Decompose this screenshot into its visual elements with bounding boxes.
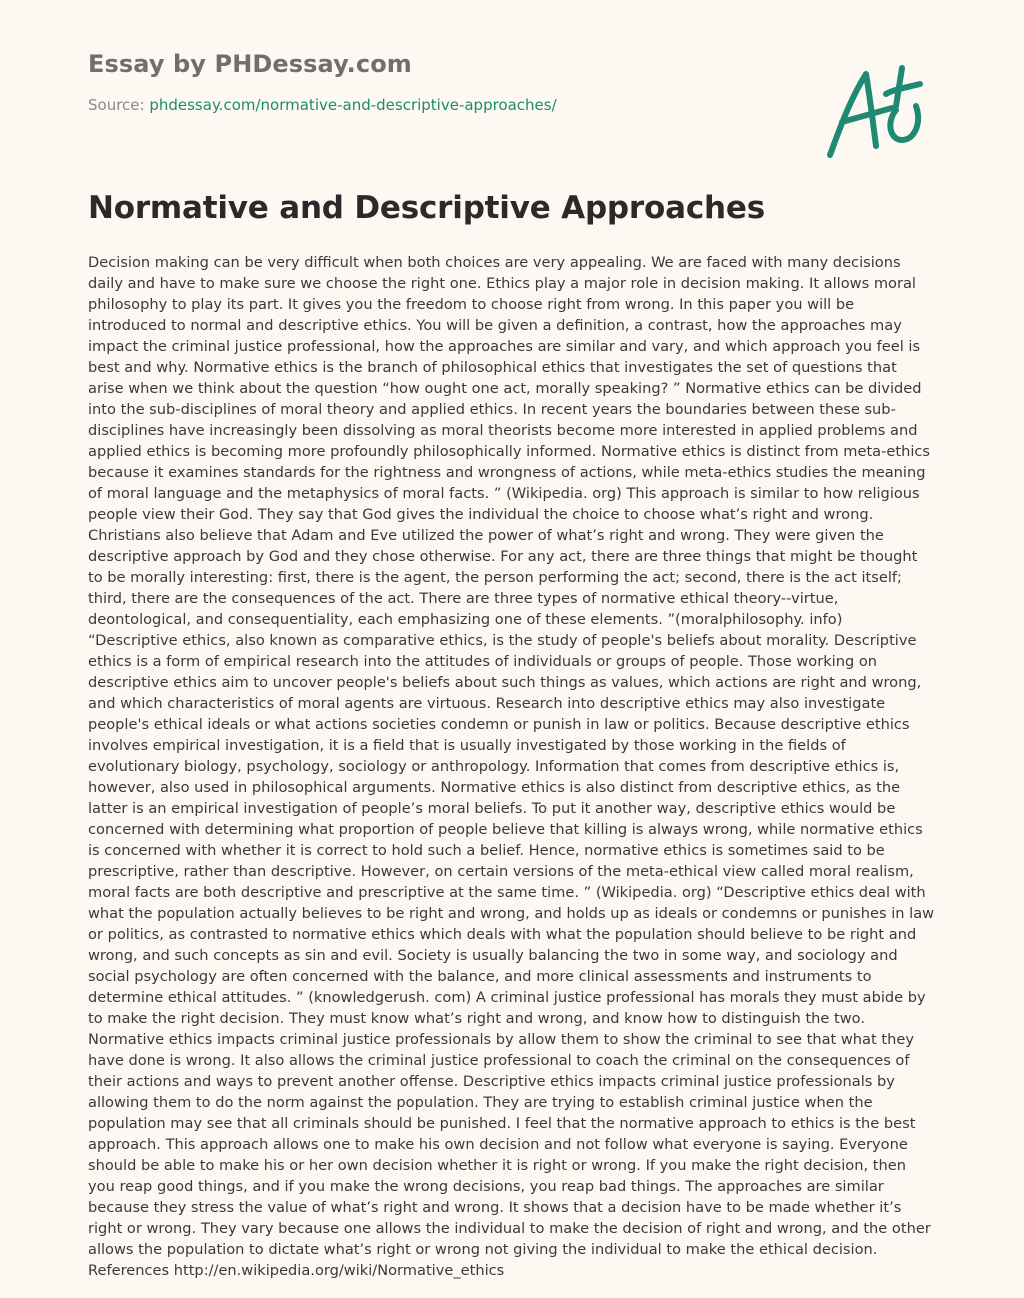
- a-plus-logo-icon: [820, 60, 930, 165]
- source-link[interactable]: phdessay.com/normative-and-descriptive-approaches/: [149, 96, 557, 114]
- source-label: Source:: [88, 96, 150, 114]
- source-line: [88, 96, 557, 114]
- site-title: Essay by PHDessay.com: [88, 50, 412, 78]
- site-header: [88, 50, 557, 114]
- document-title: Normative and Descriptive Approaches: [88, 190, 765, 226]
- essay-body: Decision making can be very difficult when both choices are very appealing. We are faced with many decisions daily and have to make sure we choose the right one. Ethics play a major role in decision making. It allows moral philosophy to play its part. It gives you the freedom to choose right from wrong. In this paper you will be introduced to normal and descriptive ethics. You will be given a definition, a contrast, how the approaches may impact the criminal justice professional, how the approaches are similar and vary, and which approach you feel is best and why. Normative ethics is the branch of philosophical ethics that investigates the set of questions that arise when we think about the question “how ought one act, morally speaking? ” Normative ethics can be divided into the sub-disciplines of moral theory and applied ethics. In recent years the boundaries between these sub-disciplines have increasingly been dissolving as moral theorists become more interested in applied problems and applied ethics is becoming more profoundly philosophically informed. Normative ethics is distinct from meta-ethics because it examines standards for the rightness and wrongness of actions, while meta-ethics studies the meaning of moral language and the metaphysics of moral facts. ” (Wikipedia. org) This approach is similar to how religious people view their God. They say that God gives the individual the choice to choose what’s right and wrong. Christians also believe that Adam and Eve utilized the power of what’s right and wrong. They were given the descriptive approach by God and they chose otherwise. For any act, there are three things that might be thought to be morally interesting: first, there is the agent, the person performing the act; second, there is the act itself; third, there are the consequences of the act. There are three types of normative ethical theory--virtue, deontological, and consequentiality, each emphasizing one of these elements. ”(moralphilosophy. info) “Descriptive ethics, also known as comparative ethics, is the study of people's beliefs about morality. Descriptive ethics is a form of empirical research into the attitudes of individuals or groups of people. Those working on descriptive ethics aim to uncover people's beliefs about such things as values, which actions are right and wrong, and which characteristics of moral agents are virtuous. Research into descriptive ethics may also investigate people's ethical ideals or what actions societies condemn or punish in law or politics. Because descriptive ethics involves empirical investigation, it is a field that is usually investigated by those working in the fields of evolutionary biology, psychology, sociology or anthropology. Information that comes from descriptive ethics is, however, also used in philosophical arguments. Normative ethics is also distinct from descriptive ethics, as the latter is an empirical investigation of people’s moral beliefs. To put it another way, descriptive ethics would be concerned with determining what proportion of people believe that killing is always wrong, while normative ethics is concerned with whether it is correct to hold such a belief. Hence, normative ethics is sometimes said to be prescriptive, rather than descriptive. However, on certain versions of the meta-ethical view called moral realism, moral facts are both descriptive and prescriptive at the same time. ” (Wikipedia. org) “Descriptive ethics deal with what the population actually believes to be right and wrong, and holds up as ideals or condemns or punishes in law or politics, as contrasted to normative ethics which deals with what the population should believe to be right and wrong, and such concepts as sin and evil. Society is usually balancing the two in some way, and sociology and social psychology are often concerned with the balance, and more clinical assessments and instruments to determine ethical attitudes. ” (knowledgerush. com) A criminal justice professional has morals they must abide by to make the right decision. They must know what’s right and wrong, and know how to distinguish the two. Normative ethics impacts criminal justice professionals by allow them to show the criminal to see that what they have done is wrong. It also allows the criminal justice professional to coach the criminal on the consequences of their actions and ways to prevent another offense. Descriptive ethics impacts criminal justice professionals by allowing them to do the norm against the population. They are trying to establish criminal justice when the population may see that all criminals should be punished. I feel that the normative approach to ethics is the best approach. This approach allows one to make his own decision and not follow what everyone is saying. Everyone should be able to make his or her own decision whether it is right or wrong. If you make the right decision, then you reap good things, and if you make the wrong decisions, you reap bad things. The approaches are similar because they stress the value of what’s right and wrong. It shows that a decision have to be made whether it’s right or wrong. They vary because one allows the individual to make the decision of right and wrong, and the other allows the population to dictate what’s right or wrong not giving the individual to make the ethical decision. References http://en.wikipedia.org/wiki/Normative_ethics: [88, 254, 935, 1279]
